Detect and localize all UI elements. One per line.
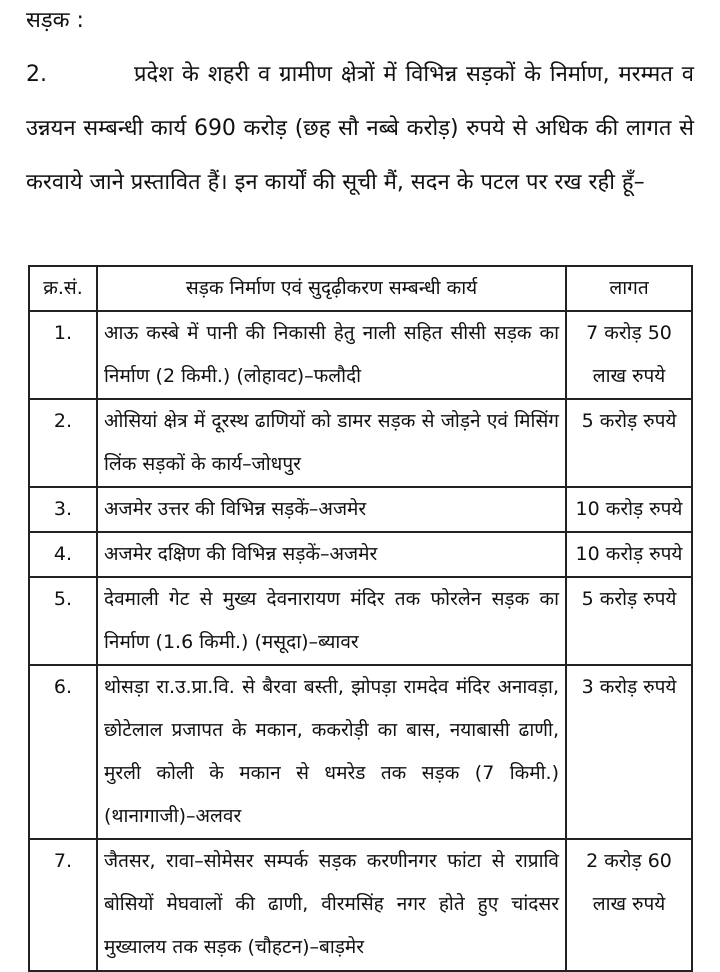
cost-cell: 3 करोड़ रुपये (566, 665, 692, 839)
section-heading: सड़क : (26, 8, 84, 33)
serial-cell: 1. (29, 311, 97, 399)
work-cell: अजमेर दक्षिण की विभिन्न सड़कें–अजमेर (97, 532, 566, 577)
serial-cell: 7. (29, 839, 97, 971)
header-work: सड़क निर्माण एवं सुदृढ़ीकरण सम्बन्धी कार्य (97, 266, 566, 311)
road-works-table (28, 265, 693, 972)
serial-cell: 2. (29, 399, 97, 487)
cost-cell: 10 करोड़ रुपये (566, 487, 692, 532)
paragraph-text: प्रदेश के शहरी व ग्रामीण क्षेत्रों में विभिन्न सड़कों के निर्माण, मरम्मत व उन्नयन सम्बन्धी कार्य 690 करोड़ (छह सौ नब्बे करोड़) रुपये से अधिक की लागत से करवाये जाने प्रस्तावित हैं। इन कार्यों की सूची मैं, सदन के पटल पर रख रही हूँ– (26, 62, 694, 195)
work-cell: जैतसर, रावा–सोमेसर सम्पर्क सड़क करणीनगर फांटा से राप्रावि बोसियों मेघवालों की ढाणी, वीरमसिंह नगर होते हुए चांदसर मुख्यालय तक सड़क (चौहटन)–बाड़मेर (97, 839, 566, 971)
table-row (29, 311, 692, 399)
cost-cell: 10 करोड़ रुपये (566, 532, 692, 577)
header-cost: लागत (566, 266, 692, 311)
cost-cell: 7 करोड़ 50 लाख रुपये (566, 311, 692, 399)
table-row (29, 532, 692, 577)
table-header-row (29, 266, 692, 311)
serial-cell: 5. (29, 577, 97, 665)
serial-cell: 6. (29, 665, 97, 839)
table-row (29, 839, 692, 971)
cost-cell: 5 करोड़ रुपये (566, 577, 692, 665)
work-cell: ओसियां क्षेत्र में दूरस्थ ढाणियों को डामर सड़क से जोड़ने एवं मिसिंग लिंक सड़कों के कार्य–जोधपुर (97, 399, 566, 487)
header-serial: क्र.सं. (29, 266, 97, 311)
serial-cell: 3. (29, 487, 97, 532)
work-cell: आऊ कस्बे में पानी की निकासी हेतु नाली सहित सीसी सड़क का निर्माण (2 किमी.) (लोहावट)–फलौदी (97, 311, 566, 399)
intro-paragraph (26, 48, 694, 210)
table-row (29, 487, 692, 532)
table-row (29, 399, 692, 487)
work-cell: देवमाली गेट से मुख्य देवनारायण मंदिर तक फोरलेन सड़क का निर्माण (1.6 किमी.) (मसूदा)–ब्यावर (97, 577, 566, 665)
table-row (29, 665, 692, 839)
serial-cell: 4. (29, 532, 97, 577)
work-cell: अजमेर उत्तर की विभिन्न सड़कें–अजमेर (97, 487, 566, 532)
cost-cell: 5 करोड़ रुपये (566, 399, 692, 487)
work-cell: थोसड़ा रा.उ.प्रा.वि. से बैरवा बस्ती, झोपड़ा रामदेव मंदिर अनावड़ा, छोटेलाल प्रजापत के मकान, ककरोड़ी का बास, नयाबासी ढाणी, मुरली कोली के मकान से धमरेड तक सड़क (7 किमी.) (थानागाजी)–अलवर (97, 665, 566, 839)
paragraph-number: 2. (26, 62, 47, 87)
cost-cell: 2 करोड़ 60 लाख रुपये (566, 839, 692, 971)
table-row (29, 577, 692, 665)
